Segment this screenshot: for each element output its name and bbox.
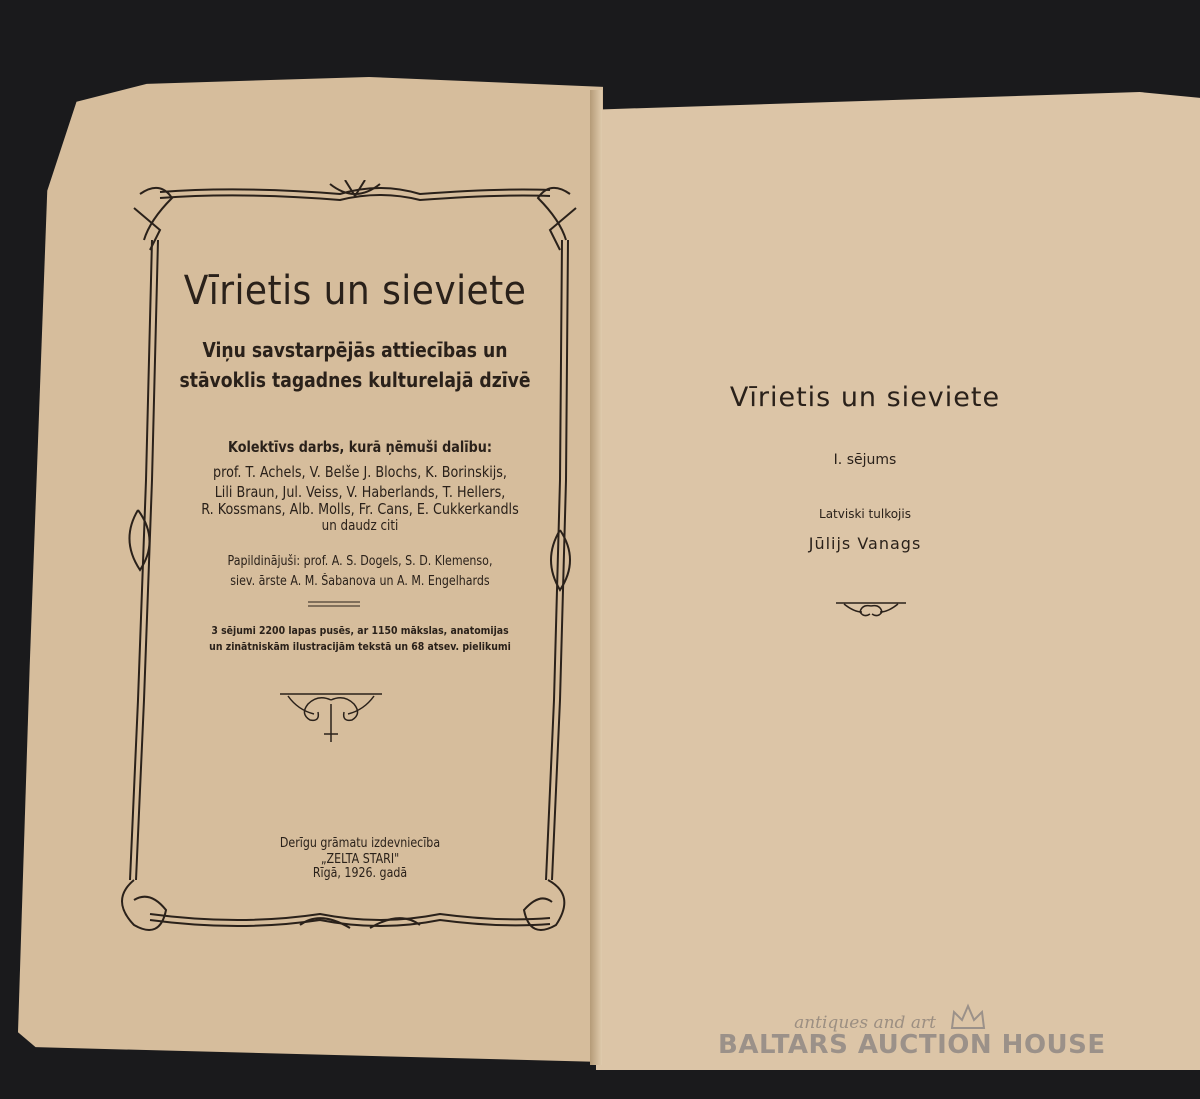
publisher-line2: „ZELTA STARI" <box>320 852 400 867</box>
authors-line2: Lili Braun, Jul. Veiss, V. Haberlands, T. Hellers, <box>214 483 506 501</box>
authors-line3: R. Kossmans, Alb. Molls, Fr. Cans, E. Cukkerkandls <box>201 500 519 518</box>
authors-heading: Kolektīvs darbs, kurā ņēmuši dalību: <box>228 438 492 456</box>
volumes-line1: 3 sējumi 2200 lapas pusēs, ar 1150 mākslas, anatomijas <box>211 624 509 637</box>
publisher-line3: Rīgā, 1926. gadā <box>312 866 408 881</box>
supplement-line1: Papildinājuši: prof. A. S. Dogels, S. D. Klemenso, <box>227 554 493 569</box>
supplement-line2: siev. ārste A. M. Šabanova un A. M. Engelhards <box>230 574 490 589</box>
translated-by-label: Latviski tulkojis <box>819 507 911 521</box>
volumes-line2: un zinātniskām ilustracijām tekstā un 68 atsev. pielikumi <box>209 640 511 653</box>
left-title: Vīrietis un sieviete <box>183 268 527 314</box>
right-title: Vīrietis un sieviete <box>729 382 1001 413</box>
volume-label: I. sējums <box>833 452 897 468</box>
watermark-tagline: antiques and art <box>794 1013 936 1033</box>
authors-line4: un daudz citi <box>321 518 399 534</box>
left-subtitle-line1: Viņu savstarpējās attiecības un <box>202 338 508 362</box>
publisher-line1: Derīgu grāmatu izdevniecība <box>279 836 441 851</box>
scroll-ornament-icon <box>278 690 384 748</box>
book-spine <box>590 90 602 1065</box>
double-rule-divider <box>308 600 360 608</box>
crown-icon <box>948 1002 988 1030</box>
translator-name: Jūlijs Vanags <box>808 534 922 553</box>
small-ornament-icon <box>834 600 908 622</box>
authors-line1: prof. T. Achels, V. Belše J. Blochs, K. Borinskijs, <box>213 463 507 481</box>
right-page <box>596 92 1200 1070</box>
left-subtitle-line2: stāvoklis tagadnes kulturelajā dzīvē <box>179 368 531 392</box>
watermark-brand: BALTARS AUCTION HOUSE <box>718 1030 1106 1060</box>
